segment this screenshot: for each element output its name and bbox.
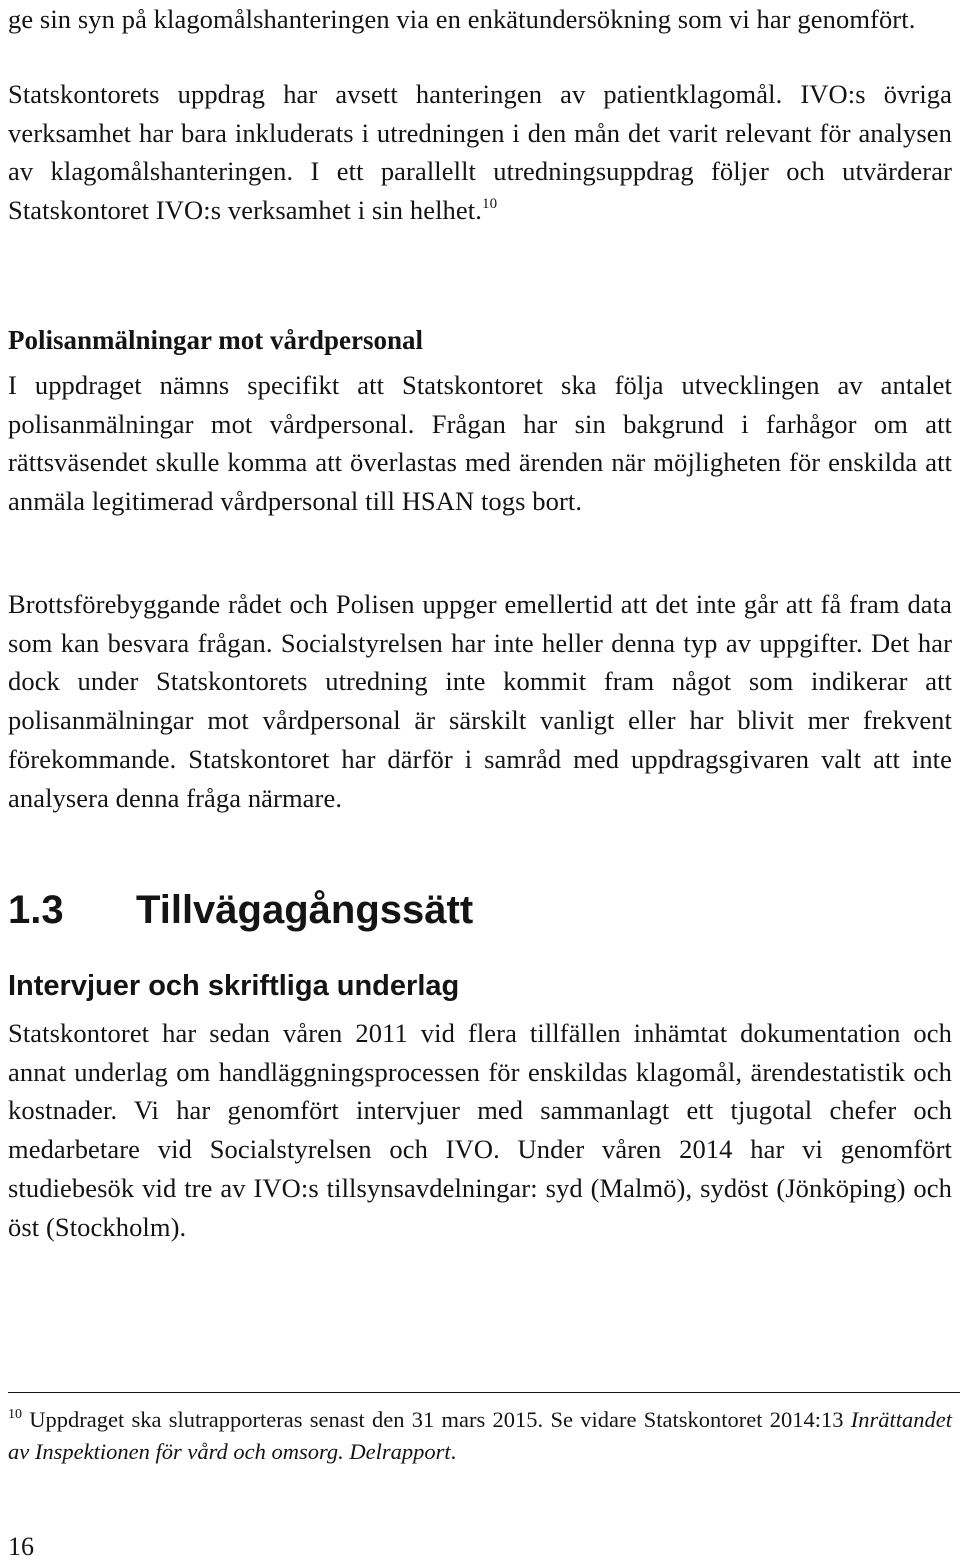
section-number: 1.3 [8, 888, 64, 932]
section-heading [8, 885, 473, 935]
page-number: 16 [8, 1532, 34, 1561]
footnote [8, 1404, 952, 1468]
paragraph-police-reports: I uppdraget nämns specifikt att Statskontoret ska följa utvecklingen av antalet polisanmälningar mot vårdpersonal. Frågan har sin bakgrund i farhågor om att rättsväsendet skulle komma att överlastas med ärenden när möjligheten för enskilda att anmäla legitimerad vårdpersonal till HSAN togs bort. [8, 370, 952, 517]
footnote-divider [8, 1392, 960, 1393]
section-title: Tillvägagångssätt [136, 888, 474, 932]
paragraph-intro-continuation: ge sin syn på klagomålshanteringen via en enkätundersökning som vi har genomfört. [8, 4, 916, 34]
subheading-police-reports: Polisanmälningar mot vårdpersonal [8, 325, 424, 355]
paragraph-method: Statskontoret har sedan våren 2011 vid flera tillfällen inhämtat dokumentation och annat underlag om handläggningsprocessen för enskildas klagomål, ärendestatistik och kostnader. Vi har genomfört intervjuer med sammanlagt ett tjugotal chefer och medarbetare vid Socialstyrelsen och IVO. Under våren 2014 har vi genomfört studiebesök vid tre av IVO:s tillsynsavdelningar: syd (Malmö), sydöst (Jönköping) och öst (Stockholm). [8, 1018, 952, 1242]
paragraph-data-availability: Brottsförebyggande rådet och Polisen uppger emellertid att det inte går att få fram data som kan besvara frågan. Socialstyrelsen har inte heller denna typ av uppgifter. Det har dock under Statskontorets utredning inte kommit fram något som indikerar att polisanmälningar mot vårdpersonal är särskilt vanligt eller har blivit mer frekvent förekommande. Statskontoret har därför i samråd med uppdragsgivaren valt att inte analysera denna fråga närmare. [8, 589, 952, 813]
footnote-number: 10 [8, 1407, 22, 1422]
footnote-title: Inrättandet av Inspektionen för vård och omsorg. Delrapport [8, 1407, 952, 1464]
paragraph-scope-text: Statskontorets uppdrag har avsett hanteringen av patientklagomål. IVO:s övriga verksamhet har bara inkluderats i utredningen i den mån det varit relevant för analysen av klagomålshanteringen. I ett parallellt utredningsuppdrag följer och utvärderar Statskontoret IVO:s verksamhet i sin helhet. [8, 79, 952, 226]
paragraph-scope [8, 75, 952, 230]
footnote-text: Uppdraget ska slutrapporteras senast den 31 mars 2015. Se vidare Statskontoret 2014:13 [29, 1407, 851, 1432]
footnote-text-end: . [450, 1439, 457, 1464]
subheading-interviews: Intervjuer och skriftliga underlag [8, 970, 460, 1002]
footnote-reference: 10 [481, 196, 498, 213]
